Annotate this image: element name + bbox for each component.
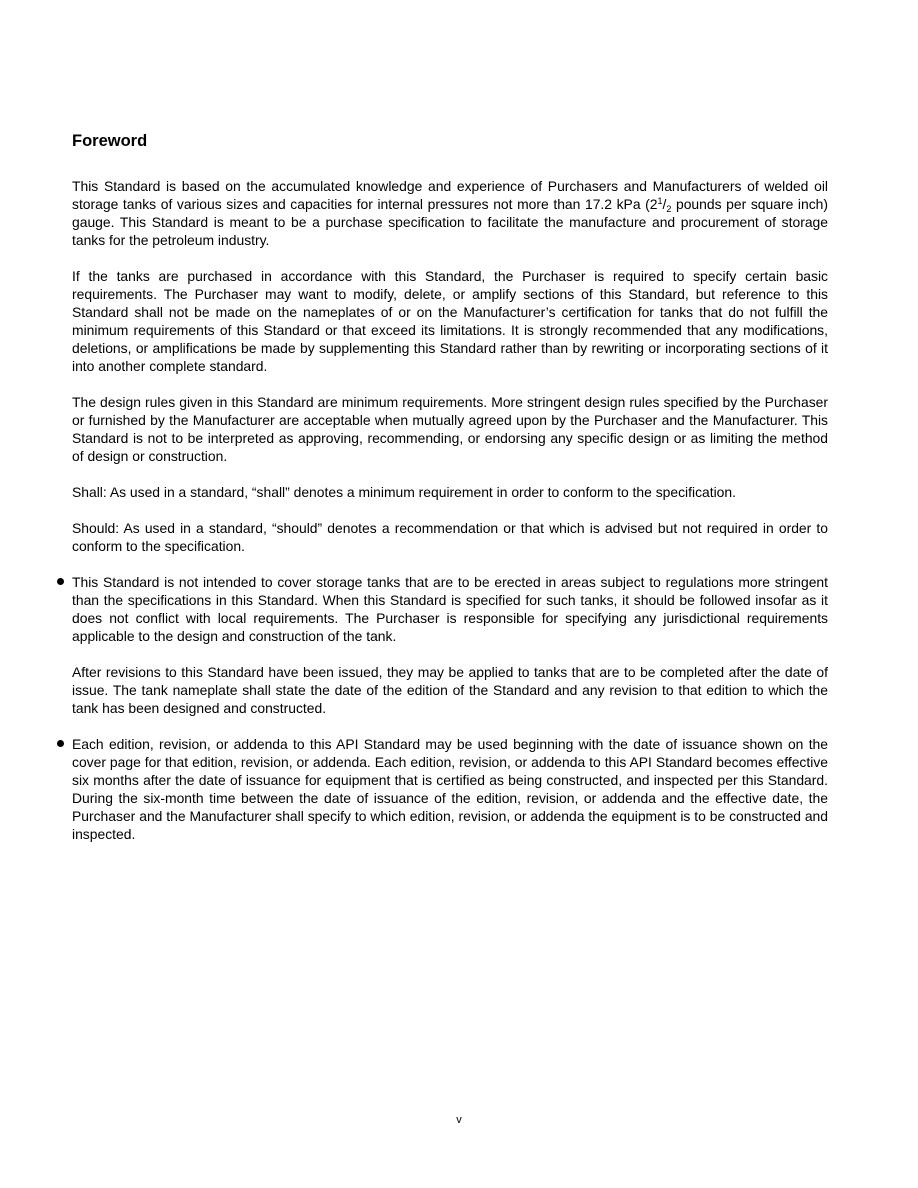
paragraph-design-rules: The design rules given in this Standard are minimum requirements. More stringent design rules specified by the Purchaser or furnished by the Manufacturer are acceptable when mutually agreed upon by the Purchaser and the Manufacturer. This Standard is not to be interpreted as approving, recommending, or endorsing any specific design or as limiting the method of design or construction. — [72, 394, 828, 464]
page-number: v — [456, 1114, 462, 1126]
fraction-denominator: 2 — [666, 204, 672, 214]
change-bullet-icon — [57, 740, 64, 747]
paragraph-scope — [72, 177, 828, 249]
page-title: Foreword — [72, 132, 148, 150]
fraction-numerator: 1 — [657, 196, 663, 206]
paragraph-jurisdiction — [72, 573, 828, 645]
paragraph-jurisdiction-text: This Standard is not intended to cover storage tanks that are to be erected in areas subject to regulations more stringent than the specifications in this Standard. When this Standard is specified for such tanks, it should be followed insofar as it does not conflict with local requirements. The Purchaser is responsible for specifying any jurisdictional requirements applicable to the design and construction of the tank. — [72, 574, 828, 644]
paragraph-effective-date-text: Each edition, revision, or addenda to this API Standard may be used beginning with the date of issuance shown on the cover page for that edition, revision, or addenda. Each edition, revision, or addenda to this API Standard becomes effective six months after the date of issuance for equipment that is certified as being constructed, and inspected per this Standard. During the six-month time between the date of issuance of the edition, revision, or addenda and the effective date, the Purchaser and the Manufacturer shall specify to which edition, revision, or addenda the equipment is to be constructed and inspected. — [72, 736, 828, 842]
paragraph-purchase-requirements: If the tanks are purchased in accordance with this Standard, the Purchaser is required to specify certain basic requirements. The Purchaser may want to modify, delete, or amplify sections of this Standard, but reference to this Standard shall not be made on the nameplates of or on the Manufacturer’s certification for tanks that do not fulfill the minimum requirements of this Standard or that exceed its limitations. It is strongly recommended that any modifications, deletions, or amplifications be made by supplementing this Standard rather than by rewriting or incorporating sections of it into another complete standard. — [72, 268, 828, 374]
paragraph-effective-date — [72, 735, 828, 843]
document-body — [72, 177, 828, 861]
paragraph-scope-text-continued: pounds per square inch) gauge. This Standard is meant to be a purchase specification to facilitate the manufacture and procurement of storage tanks for the petroleum industry. — [72, 196, 829, 248]
paragraph-shall-definition: Shall: As used in a standard, “shall” denotes a minimum requirement in order to conform to the specification. — [72, 484, 736, 500]
change-bullet-icon — [57, 578, 64, 585]
paragraph-revisions: After revisions to this Standard have been issued, they may be applied to tanks that are to be completed after the date of issue. The tank nameplate shall state the date of the edition of the Standard and any revision to that edition to which the tank has been designed and constructed. — [72, 664, 828, 716]
fraction-slash: / — [662, 196, 667, 212]
paragraph-scope-text: This Standard is based on the accumulated knowledge and experience of Purchasers and Manufacturers of welded oil storage tanks of various sizes and capacities for internal pressures not more than 17.2 kPa (2 — [72, 178, 828, 212]
paragraph-should-definition: Should: As used in a standard, “should” denotes a recommendation or that which is advised but not required in order to conform to the specification. — [72, 520, 828, 554]
